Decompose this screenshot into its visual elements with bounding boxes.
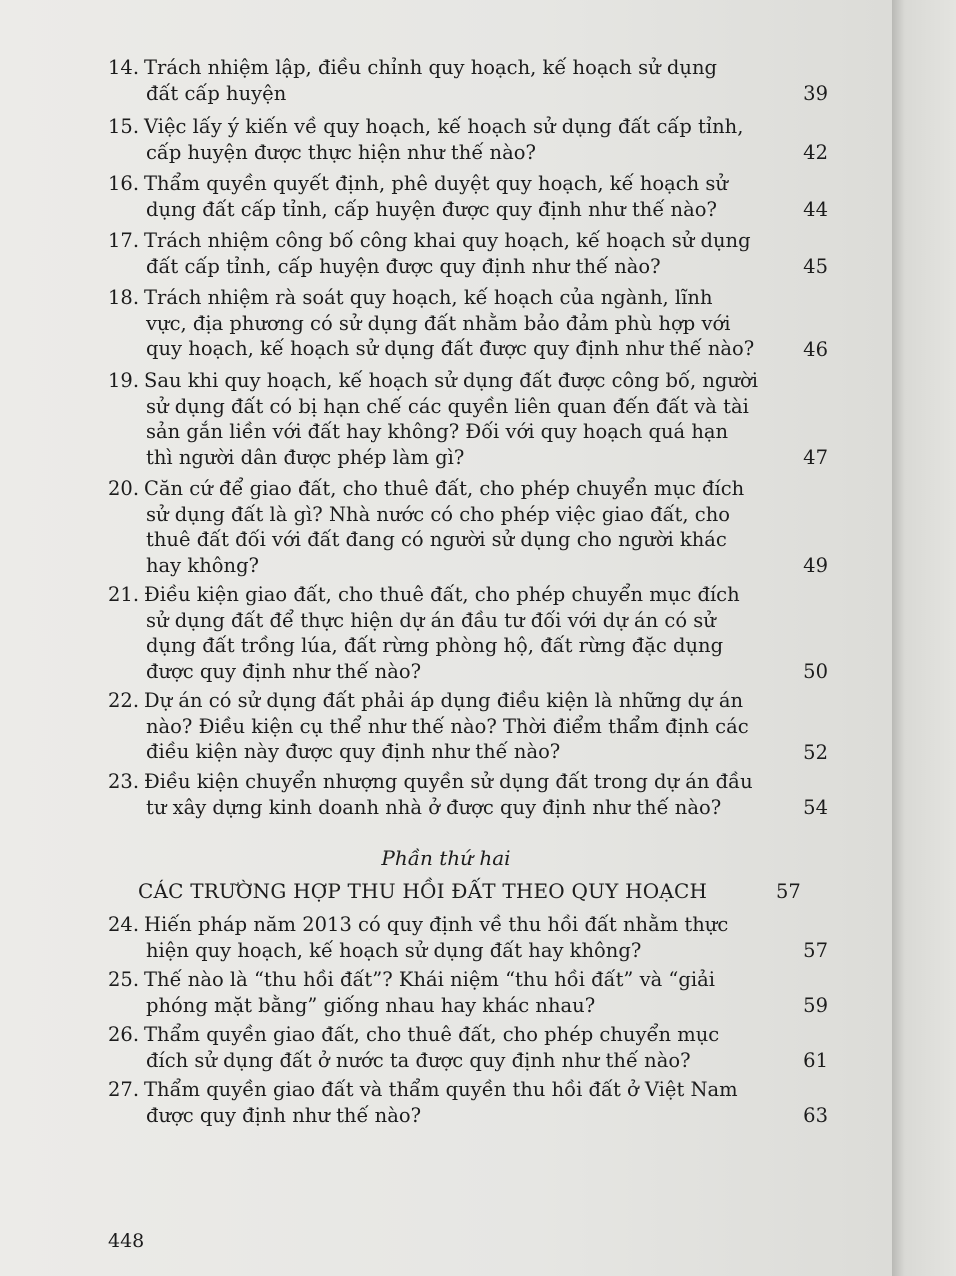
entry-line: cấp huyện được thực hiện như thế nào? xyxy=(146,140,536,164)
entry-page: 61 xyxy=(803,1048,828,1072)
toc-entry-26 xyxy=(108,1022,828,1073)
entry-number: 24. xyxy=(108,913,140,936)
toc-entry-18 xyxy=(108,285,828,362)
entry-line: Trách nhiệm lập, điều chỉnh quy hoạch, kế hoạch sử dụng xyxy=(144,56,717,79)
entry-line: Sau khi quy hoạch, kế hoạch sử dụng đất được công bố, người xyxy=(144,369,758,392)
entry-number: 15. xyxy=(108,115,140,138)
entry-line: Dự án có sử dụng đất phải áp dụng điều kiện là những dự án xyxy=(144,689,744,712)
entry-line: Trách nhiệm công bố công khai quy hoạch, kế hoạch sử dụng xyxy=(144,229,751,252)
toc-entry-15 xyxy=(108,114,828,165)
entry-line: điều kiện này được quy định như thế nào? xyxy=(146,740,561,763)
toc-entry-25 xyxy=(108,967,828,1018)
toc-entry-21 xyxy=(108,582,828,684)
entry-line: vực, địa phương có sử dụng đất nhằm bảo đảm phù hợp với xyxy=(146,311,731,335)
toc-entry-20 xyxy=(108,476,828,578)
toc-entry-23 xyxy=(108,769,828,820)
entry-number: 19. xyxy=(108,369,140,392)
entry-line: Điều kiện giao đất, cho thuê đất, cho phép chuyển mục đích xyxy=(144,583,740,606)
entry-number: 22. xyxy=(108,689,140,712)
entry-page: 39 xyxy=(803,81,828,105)
entry-line: đất cấp huyện xyxy=(146,81,287,105)
toc-entry-27 xyxy=(108,1077,828,1128)
entry-page: 52 xyxy=(803,740,828,764)
entry-line: sản gắn liền với đất hay không? Đối với quy hoạch quá hạn xyxy=(146,420,729,443)
entry-line: sử dụng đất để thực hiện dự án đầu tư đối với dự án có sử xyxy=(146,608,716,632)
part-title: CÁC TRƯỜNG HỢP THU HỒI ĐẤT THEO QUY HOẠCH xyxy=(138,879,708,903)
entry-number: 20. xyxy=(108,477,140,500)
entry-line: Trách nhiệm rà soát quy hoạch, kế hoạch của ngành, lĩnh xyxy=(144,286,713,309)
toc-entry-24 xyxy=(108,912,828,963)
entry-line: Thẩm quyền giao đất, cho thuê đất, cho phép chuyển mục xyxy=(144,1023,720,1046)
entry-number: 26. xyxy=(108,1023,140,1046)
entry-page: 45 xyxy=(803,254,828,278)
entry-line: đích sử dụng đất ở nước ta được quy định như thế nào? xyxy=(146,1048,691,1072)
entry-line: nào? Điều kiện cụ thể như thế nào? Thời điểm thẩm định các xyxy=(146,714,749,738)
toc-entry-14 xyxy=(108,55,828,106)
entry-line: Căn cứ để giao đất, cho thuê đất, cho phép chuyển mục đích xyxy=(144,477,745,500)
entry-line: thuê đất đối với đất đang có người sử dụng cho người khác xyxy=(146,528,727,551)
toc-entry-16 xyxy=(108,171,828,222)
entry-line: Thẩm quyền quyết định, phê duyệt quy hoạch, kế hoạch sử xyxy=(144,172,728,195)
entry-line: thì người dân được phép làm gì? xyxy=(146,445,465,469)
book-gutter xyxy=(892,0,956,1276)
entry-line: tư xây dựng kinh doanh nhà ở được quy định như thế nào? xyxy=(146,795,722,819)
toc-entry-19 xyxy=(108,368,828,470)
entry-line: sử dụng đất là gì? Nhà nước có cho phép việc giao đất, cho xyxy=(146,502,730,526)
toc-entry-17 xyxy=(108,228,828,279)
entry-line: dụng đất trồng lúa, đất rừng phòng hộ, đất rừng đặc dụng xyxy=(146,634,724,657)
entry-line: phóng mặt bằng” giống nhau hay khác nhau? xyxy=(146,993,596,1017)
entry-line: hiện quy hoạch, kế hoạch sử dụng đất hay không? xyxy=(146,938,642,962)
entry-number: 23. xyxy=(108,770,140,793)
part-subtitle: Phần thứ hai xyxy=(381,846,511,870)
entry-number: 25. xyxy=(108,968,140,991)
entry-line: đất cấp tỉnh, cấp huyện được quy định như thế nào? xyxy=(146,254,661,278)
entry-number: 14. xyxy=(108,56,140,79)
part-page: 57 xyxy=(776,880,801,903)
entry-line: Thẩm quyền giao đất và thẩm quyền thu hồi đất ở Việt Nam xyxy=(144,1078,738,1101)
entry-line: Điều kiện chuyển nhượng quyền sử dụng đất trong dự án đầu xyxy=(144,770,753,793)
entry-number: 17. xyxy=(108,229,140,252)
entry-number: 16. xyxy=(108,172,140,195)
entry-page: 57 xyxy=(803,938,828,962)
entry-page: 50 xyxy=(803,659,828,683)
entry-line: được quy định như thế nào? xyxy=(146,659,422,683)
entry-page: 47 xyxy=(803,445,828,469)
entry-line: sử dụng đất có bị hạn chế các quyền liên quan đến đất và tài xyxy=(146,394,749,418)
entry-line: Hiến pháp năm 2013 có quy định về thu hồi đất nhằm thực xyxy=(144,913,729,936)
entry-page: 44 xyxy=(803,197,828,221)
entry-page: 49 xyxy=(803,553,828,577)
entry-page: 59 xyxy=(803,993,828,1017)
entry-line: quy hoạch, kế hoạch sử dụng đất được quy định như thế nào? xyxy=(146,337,755,360)
entry-number: 27. xyxy=(108,1078,140,1101)
entry-page: 46 xyxy=(803,337,828,361)
entry-number: 21. xyxy=(108,583,140,606)
entry-page: 42 xyxy=(803,140,828,164)
entry-page: 63 xyxy=(803,1103,828,1127)
entry-page: 54 xyxy=(803,795,828,819)
entry-line: được quy định như thế nào? xyxy=(146,1103,422,1127)
entry-line: hay không? xyxy=(146,553,260,577)
entry-line: Việc lấy ý kiến về quy hoạch, kế hoạch sử dụng đất cấp tỉnh, xyxy=(144,115,744,138)
entry-line: dụng đất cấp tỉnh, cấp huyện được quy định như thế nào? xyxy=(146,197,717,221)
footer-page-number: 448 xyxy=(108,1230,145,1252)
entry-line: Thế nào là “thu hồi đất”? Khái niệm “thu hồi đất” và “giải xyxy=(144,968,715,991)
entry-number: 18. xyxy=(108,286,140,309)
toc-entry-22 xyxy=(108,688,828,765)
